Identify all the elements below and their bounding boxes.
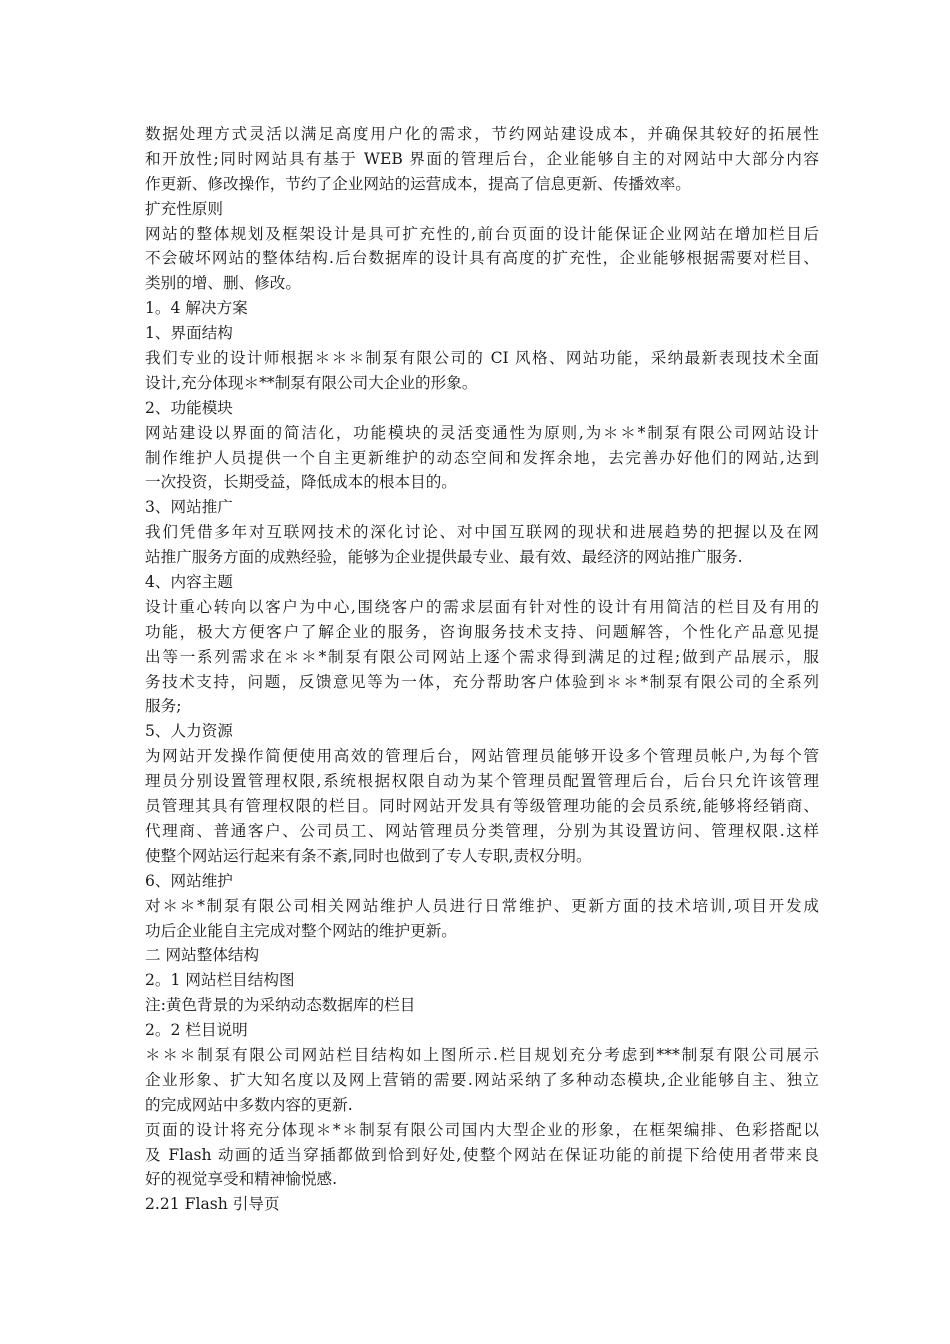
text-line: 4、内容主题: [145, 573, 233, 592]
text-line: 我们专业的设计师根据＊＊＊制泵有限公司的 CI 风格、网站功能，采纳最新表现技术全面: [145, 349, 819, 368]
text-line: 网站建设以界面的简洁化，功能模块的灵活变通性为原则,为＊＊*制泵有限公司网站设计: [145, 423, 819, 442]
text-line: 不会破坏网站的整体结构.后台数据库的设计具有高度的扩充性，企业能够根据需要对栏目、: [145, 249, 819, 268]
text-line: 及 Flash 动画的适当穿插都做到恰到好处,使整个网站在保证功能的前提下给使用者带来良: [145, 1145, 819, 1164]
text-line: 数据处理方式灵活以满足高度用户化的需求，节约网站建设成本，并确保其较好的拓展性: [145, 125, 819, 143]
document-body: [145, 122, 819, 1217]
text-line: 好的视觉享受和精神愉悦感.: [145, 1170, 338, 1189]
text-line: 一次投资，长期受益，降低成本的根本目的。: [145, 473, 457, 492]
text-line: 扩充性原则: [145, 199, 223, 218]
text-line: 2、功能模块: [145, 398, 233, 417]
text-line: 二 网站整体结构: [145, 946, 260, 965]
text-line: 功后企业能自主完成对整个网站的维护更新。: [145, 921, 457, 940]
text-line: 和开放性;同时网站具有基于 WEB 界面的管理后台，企业能够自主的对网站中大部分内容: [145, 149, 819, 168]
text-line: 注:黄色背景的为采纳动态数据库的栏目: [145, 996, 416, 1015]
text-line: 作更新、修改操作，节约了企业网站的运营成本，提高了信息更新、传播效率。: [145, 174, 691, 193]
text-line: 对＊＊*制泵有限公司相关网站维护人员进行日常维护、更新方面的技术培训,项目开发成: [145, 896, 819, 915]
text-line: 代理商、普通客户、公司员工、网站管理员分类管理，分别为其设置访问、管理权限.这样: [145, 821, 819, 840]
text-line: 为网站开发操作简便使用高效的管理后台，网站管理员能够开设多个管理员帐户,为每个管: [145, 747, 819, 766]
text-line: 服务;: [145, 697, 182, 716]
text-line: 网站的整体规划及框架设计是具可扩充性的,前台页面的设计能保证企业网站在增加栏目后: [145, 224, 819, 243]
text-line: 站推广服务方面的成熟经验，能够为企业提供最专业、最有效、最经济的网站推广服务.: [145, 548, 743, 567]
text-line: 设计,充分体现＊**制泵有限公司大企业的形象。: [145, 373, 478, 392]
text-line: 员管理其具有管理权限的栏目。同时网站开发具有等级管理功能的会员系统,能够将经销商、: [145, 797, 819, 816]
text-line: 2。2 栏目说明: [145, 1021, 248, 1040]
text-line: 2。1 网站栏目结构图: [145, 971, 295, 990]
text-line: 5、人力资源: [145, 722, 233, 741]
text-line: 2.21 Flash 引导页: [145, 1195, 280, 1214]
text-line: 制作维护人员提供一个自主更新维护的动态空间和发挥余地，去完善办好他们的网站,达到: [145, 448, 819, 467]
text-line: 企业形象、扩大知名度以及网上营销的需要.网站采纳了多种动态模块,企业能够自主、独立: [145, 1070, 819, 1089]
text-line: 类别的增、删、修改。: [145, 274, 301, 293]
text-line: 的完成网站中多数内容的更新.: [145, 1095, 353, 1114]
text-line: 1、界面结构: [145, 324, 233, 343]
text-line: 设计重心转向以客户为中心,围绕客户的需求层面有针对性的设计有用简洁的栏目及有用的: [145, 597, 819, 616]
text-line: 3、网站推广: [145, 498, 233, 517]
text-line: 务技术支持，问题，反馈意见等为一体，充分帮助客户体验到＊＊*制泵有限公司的全系列: [145, 672, 819, 691]
text-line: 功能，极大方便客户了解企业的服务，咨询服务技术支持、问题解答，个性化产品意见提: [145, 622, 819, 641]
text-line: 理员分别设置管理权限,系统根据权限自动为某个管理员配置管理后台，后台只允许该管理: [145, 772, 819, 791]
text-line: 1。4 解决方案: [145, 299, 248, 318]
text-line: 页面的设计将充分体现＊*＊制泵有限公司国内大型企业的形象，在框架编排、色彩搭配以: [145, 1120, 819, 1139]
text-line: ＊＊＊制泵有限公司网站栏目结构如上图所示.栏目规划充分考虑到***制泵有限公司展示: [145, 1045, 819, 1064]
text-line: 我们凭借多年对互联网技术的深化讨论、对中国互联网的现状和进展趋势的把握以及在网: [145, 523, 819, 542]
text-line: 使整个网站运行起来有条不紊,同时也做到了专人专职,责权分明。: [145, 846, 592, 865]
text-line: 出等一系列需求在＊＊*制泵有限公司网站上逐个需求得到满足的过程;做到产品展示，服: [145, 647, 819, 666]
text-line: 6、网站维护: [145, 871, 233, 890]
